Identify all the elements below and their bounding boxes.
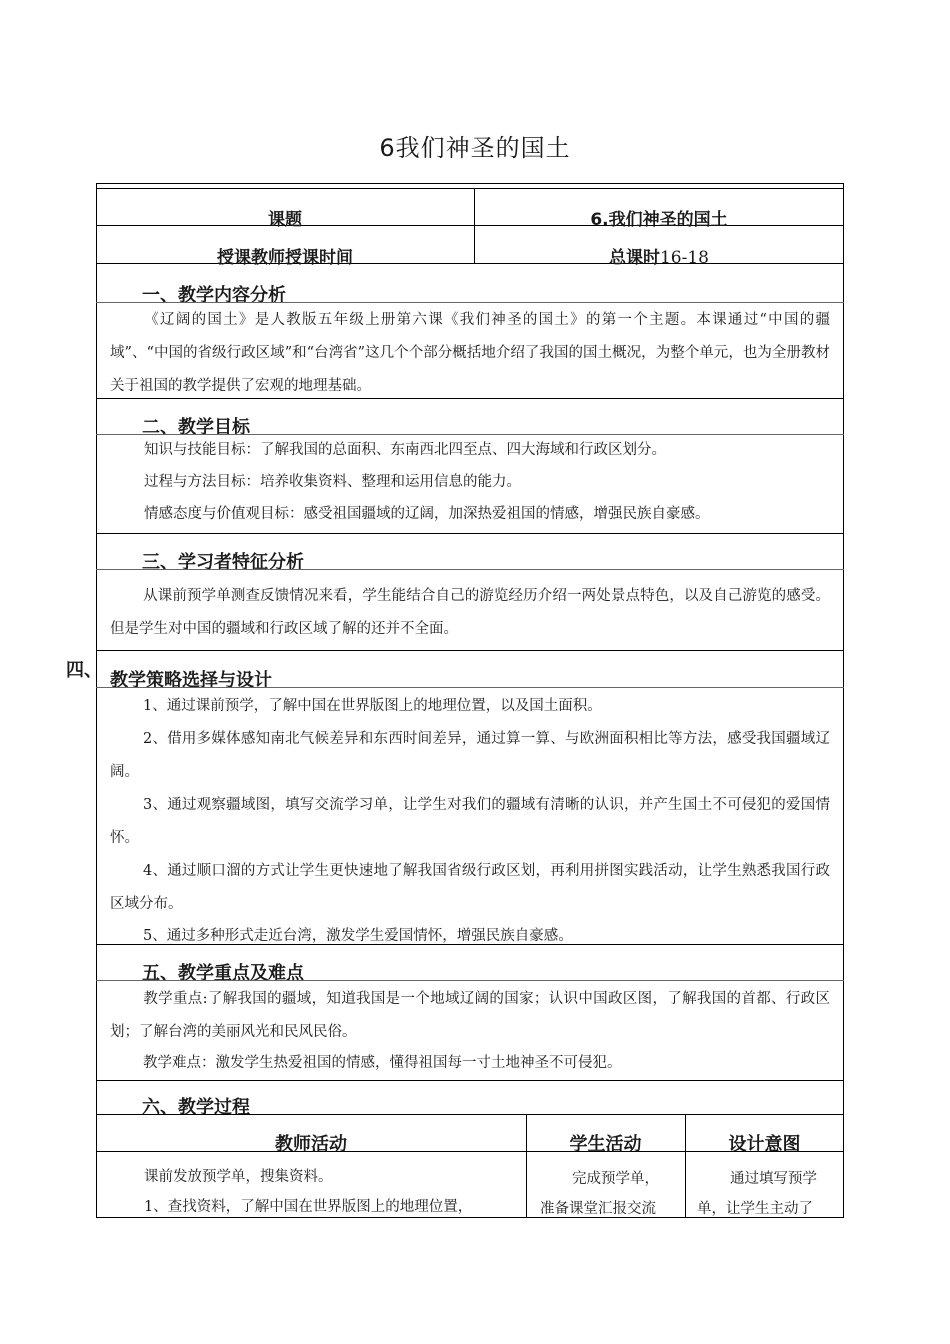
divider — [96, 188, 844, 189]
teacher-time-label: 授课教师授课时间 — [217, 248, 353, 268]
strategy-item-5 — [110, 920, 830, 943]
section-1-text — [110, 304, 830, 403]
strategy-item-3-text: 3、通过观察疆域图，填写交流学习单，让学生对我们的疆域有清晰的认识，并产生国土不可侵犯的爱国情怀。 — [110, 797, 830, 846]
strategy-item-3 — [110, 789, 830, 855]
document-title: 6我们神圣的国土 — [379, 134, 571, 162]
subject-value: 6.我们神圣的国土 — [590, 210, 728, 230]
divider — [96, 687, 844, 688]
header-teacher-activity: 教师活动 — [275, 1134, 347, 1155]
objective-emotion: 情感态度与价值观目标：感受祖国疆域的辽阔，加深热爱祖国的情感，增强民族自豪感。 — [144, 506, 710, 522]
divider — [96, 533, 844, 534]
divider — [96, 944, 844, 945]
student-activity-line-2: 准备课堂汇报交流 — [540, 1201, 656, 1217]
total-hours-value: 16-18 — [659, 248, 709, 268]
total-hours-label: 总课时 — [608, 248, 660, 268]
key-focus-text: 教学重点:了解我国的疆域，知道我国是一个地域辽阔的国家；认识中国政区图，了解我国的首都、行政区划；了解台湾的美丽风光和民风民俗。 — [110, 991, 830, 1040]
key-focus — [110, 983, 830, 1049]
divider — [96, 1080, 844, 1081]
section-5-title: 五、教学重点及难点 — [142, 963, 304, 984]
intent-line-1: 通过填写预学 — [730, 1171, 817, 1187]
objective-knowledge: 知识与技能目标：了解我国的总面积、东南西北四至点、四大海域和行政区划分。 — [144, 442, 666, 458]
total-hours — [474, 243, 844, 268]
student-activity-line-1: 完成预学单， — [572, 1171, 659, 1187]
teacher-activity-line-2: 1、查找资料，了解中国在世界版图上的地理位置， — [144, 1199, 473, 1215]
strategy-item-5-text: 5、通过多种形式走近台湾，激发学生爱国情怀，增强民族自豪感。 — [143, 928, 573, 943]
section-4-title: 教学策略选择与设计 — [110, 670, 272, 691]
strategy-item-1-text: 1、通过课前预学，了解中国在世界版图上的地理位置，以及国土面积。 — [143, 698, 602, 714]
divider — [96, 650, 844, 651]
teacher-activity-line-1: 课前发放预学单，搜集资料。 — [144, 1169, 333, 1185]
section-2-title: 二、教学目标 — [142, 417, 250, 438]
divider — [96, 1114, 844, 1115]
strategy-item-1 — [110, 690, 830, 723]
key-difficulty-text: 教学难点：激发学生热爱祖国的情感，懂得祖国每一寸土地神圣不可侵犯。 — [143, 1055, 622, 1071]
strategy-item-4-text: 4、通过顺口溜的方式让学生更快速地了解我国省级行政区划，再利用拼图实践活动，让学生熟悉我国行政区域分布。 — [110, 863, 830, 912]
strategy-item-2 — [110, 723, 830, 789]
strategy-item-2-text: 2、借用多媒体感知南北气候差异和东西时间差异，通过算一算、与欧洲面积相比等方法，感受我国疆域辽阔。 — [110, 731, 830, 780]
section-6-title: 六、教学过程 — [142, 1097, 250, 1118]
divider — [96, 434, 844, 435]
intent-line-2: 单，让学生主动了 — [697, 1201, 813, 1217]
section-3-title: 三、学习者特征分析 — [142, 552, 304, 573]
header-design-intent: 设计意图 — [728, 1134, 801, 1155]
section-3-body: 从课前预学单测查反馈情况来看，学生能结合自己的游览经历介绍一两处景点特色，以及自己游览的感受。但是学生对中国的疆域和行政区域了解的还并不全面。 — [110, 588, 830, 637]
key-difficulty — [110, 1047, 830, 1080]
section-4-prefix: 四、 — [66, 660, 102, 681]
section-1-body: 《辽阔的国土》是人教版五年级上册第六课《我们神圣的国土》的第一个主题。本课通过“中国的疆域”、“中国的省级行政区域”和“台湾省”这几个个部分概括地介绍了我国的国土概况，为整个单元，也为全册教材关于祖国的教学提供了宏观的地理基础。 — [110, 312, 830, 394]
strategy-item-4 — [110, 855, 830, 921]
strategy-item-5-clip — [96, 920, 844, 943]
header-student-activity: 学生活动 — [569, 1134, 642, 1155]
section-1-title: 一、教学内容分析 — [142, 285, 286, 306]
divider — [96, 569, 844, 570]
divider — [96, 398, 844, 399]
divider — [96, 302, 844, 303]
objective-process: 过程与方法目标：培养收集资料、整理和运用信息的能力。 — [144, 474, 521, 490]
divider — [96, 980, 844, 981]
subject-label: 课题 — [268, 210, 302, 230]
section-3-text — [110, 580, 830, 646]
